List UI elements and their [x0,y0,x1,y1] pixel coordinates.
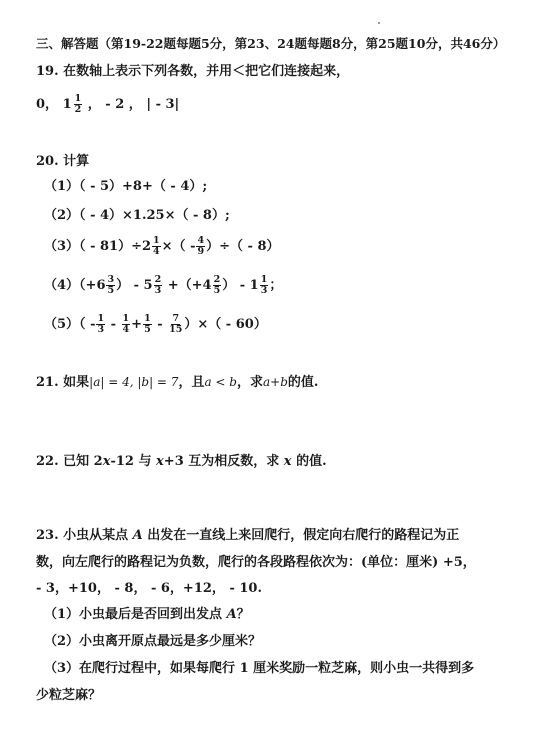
q21-condition: |a| = 4, |b| = 7 [89,375,179,389]
q20-part3 [44,236,280,257]
q20-p3-a: （3）（ - 81）÷2 [44,239,152,254]
q20-part5 [44,314,267,335]
q21-expression: a+b [263,375,288,389]
q22-x1: x [102,454,111,469]
frac-num: 1 [260,274,268,285]
q20-part1: （1）（ - 5）+8+（ - 4）; [44,179,208,194]
q20-p5-e: ）×（ - 60） [184,317,267,332]
q20-p5-frac3 [143,314,152,335]
section-header: 三、解答题（第19-22题每题5分，第23、24题每题8分，第25题10分，共46分） [36,36,506,51]
q23-l1a: 23. 小虫从某点 [36,528,133,543]
frac-den: 4 [153,246,160,257]
q19-values [36,94,179,115]
scan-speck [378,22,380,24]
q21 [36,373,318,392]
frac-num: 1 [122,313,130,324]
frac-den: 9 [197,246,205,257]
frac-den: 5 [107,285,115,296]
q19-rest: ， - 2 ， | - 3| [87,97,180,112]
q21-a: 21. 如果 [36,375,90,390]
q22-b: -12 与 [110,454,157,469]
q19-frac-num: 1 [74,93,82,104]
q19-zero: 0， [36,97,59,112]
frac-num: 2 [154,274,162,285]
frac-num: 3 [107,274,115,285]
frac-num: 1 [153,235,160,246]
q20-p4-i: ； [269,278,283,293]
q23-p1b: ？ [236,607,250,622]
q20-p5-frac4 [168,314,183,335]
q23-point-a: A [132,528,143,543]
q20-part4 [44,275,282,296]
q20-p3-frac1 [152,236,161,257]
q20-p3-frac2 [196,236,205,257]
frac-den: 3 [154,285,162,296]
q23-part3: （3）在爬行过程中，如果每爬行 1 厘米奖励一粒芝麻，则小虫一共得到多 [44,661,475,676]
q23-part2: （2）小虫离开原点最远是多少厘米？ [44,634,262,649]
q23-line2: 数，向左爬行的路程记为负数，爬行的各段路程依次为：(单位：厘米) +5， [36,555,476,570]
q23-line3: - 3，+10， - 8， - 6，+12， - 10. [36,581,262,596]
q23-part1 [44,606,250,624]
frac-num: 2 [213,274,221,285]
q19-stem: 19. 在数轴上表示下列各数，并用＜把它们连接起来， [36,64,350,79]
q20-p5-frac1 [96,314,105,335]
q20-title: 20. 计算 [36,154,90,169]
frac-den: 5 [213,285,221,296]
q22-x3: x [283,454,292,469]
q20-p5-s2: + [131,317,143,332]
frac-den: 3 [260,285,268,296]
q19-frac-den: 2 [74,104,82,115]
q23-point-a2: A [226,607,237,622]
q20-p5-frac2 [122,314,131,335]
frac-den: 5 [144,324,151,335]
q23-line1 [36,527,459,545]
frac-den: 3 [97,324,105,335]
q21-e: ，求 [236,375,263,390]
q23-part3-cont: 少粒芝麻？ [36,688,102,703]
q20-p4-frac4 [260,275,269,296]
q23-l1b: 出发在一直线上来回爬行，假定向右爬行的路程记为正 [142,528,460,543]
q20-p4-g: ） - 1 [222,278,259,293]
q22 [36,453,327,471]
frac-num: 7 [172,313,180,324]
q19-fraction [74,94,83,115]
q21-g: 的值. [287,375,319,390]
q22-x2: x [156,454,164,469]
q20-p5-s1: - [106,317,121,332]
q20-part2: （2）（ - 4）×1.25×（ - 8）; [44,208,230,223]
frac-den: 4 [122,324,130,335]
q20-p5-s3: - [152,317,168,332]
q22-c: +3 互为相反数，求 [163,454,284,469]
q20-p4-frac2 [154,275,163,296]
q20-p3-c: ×（ - [161,239,196,254]
q20-p5-a: （5）（ - [44,317,96,332]
q20-p4-frac1 [106,275,115,296]
q22-d: 的值. [291,454,327,469]
frac-num: 1 [97,313,105,324]
frac-den: 15 [169,324,183,335]
q20-p4-a: （4）（+6 [44,278,106,293]
q22-a: 22. 已知 2 [36,454,103,469]
q20-p4-frac3 [213,275,222,296]
q20-p3-e: ）÷（ - 8） [206,239,280,254]
q19-mixed-whole: 1 [62,96,72,112]
q23-p1a: （1）小虫最后是否回到出发点 [44,607,227,622]
q20-p4-c: ） - 5 [116,278,153,293]
q19-mixed-number [63,94,84,115]
frac-num: 1 [144,313,151,324]
q21-inequality: a < b [204,375,237,389]
q20-p4-e: +（+4 [163,278,212,293]
frac-num: 4 [197,235,205,246]
q21-c: ，且 [178,375,205,390]
